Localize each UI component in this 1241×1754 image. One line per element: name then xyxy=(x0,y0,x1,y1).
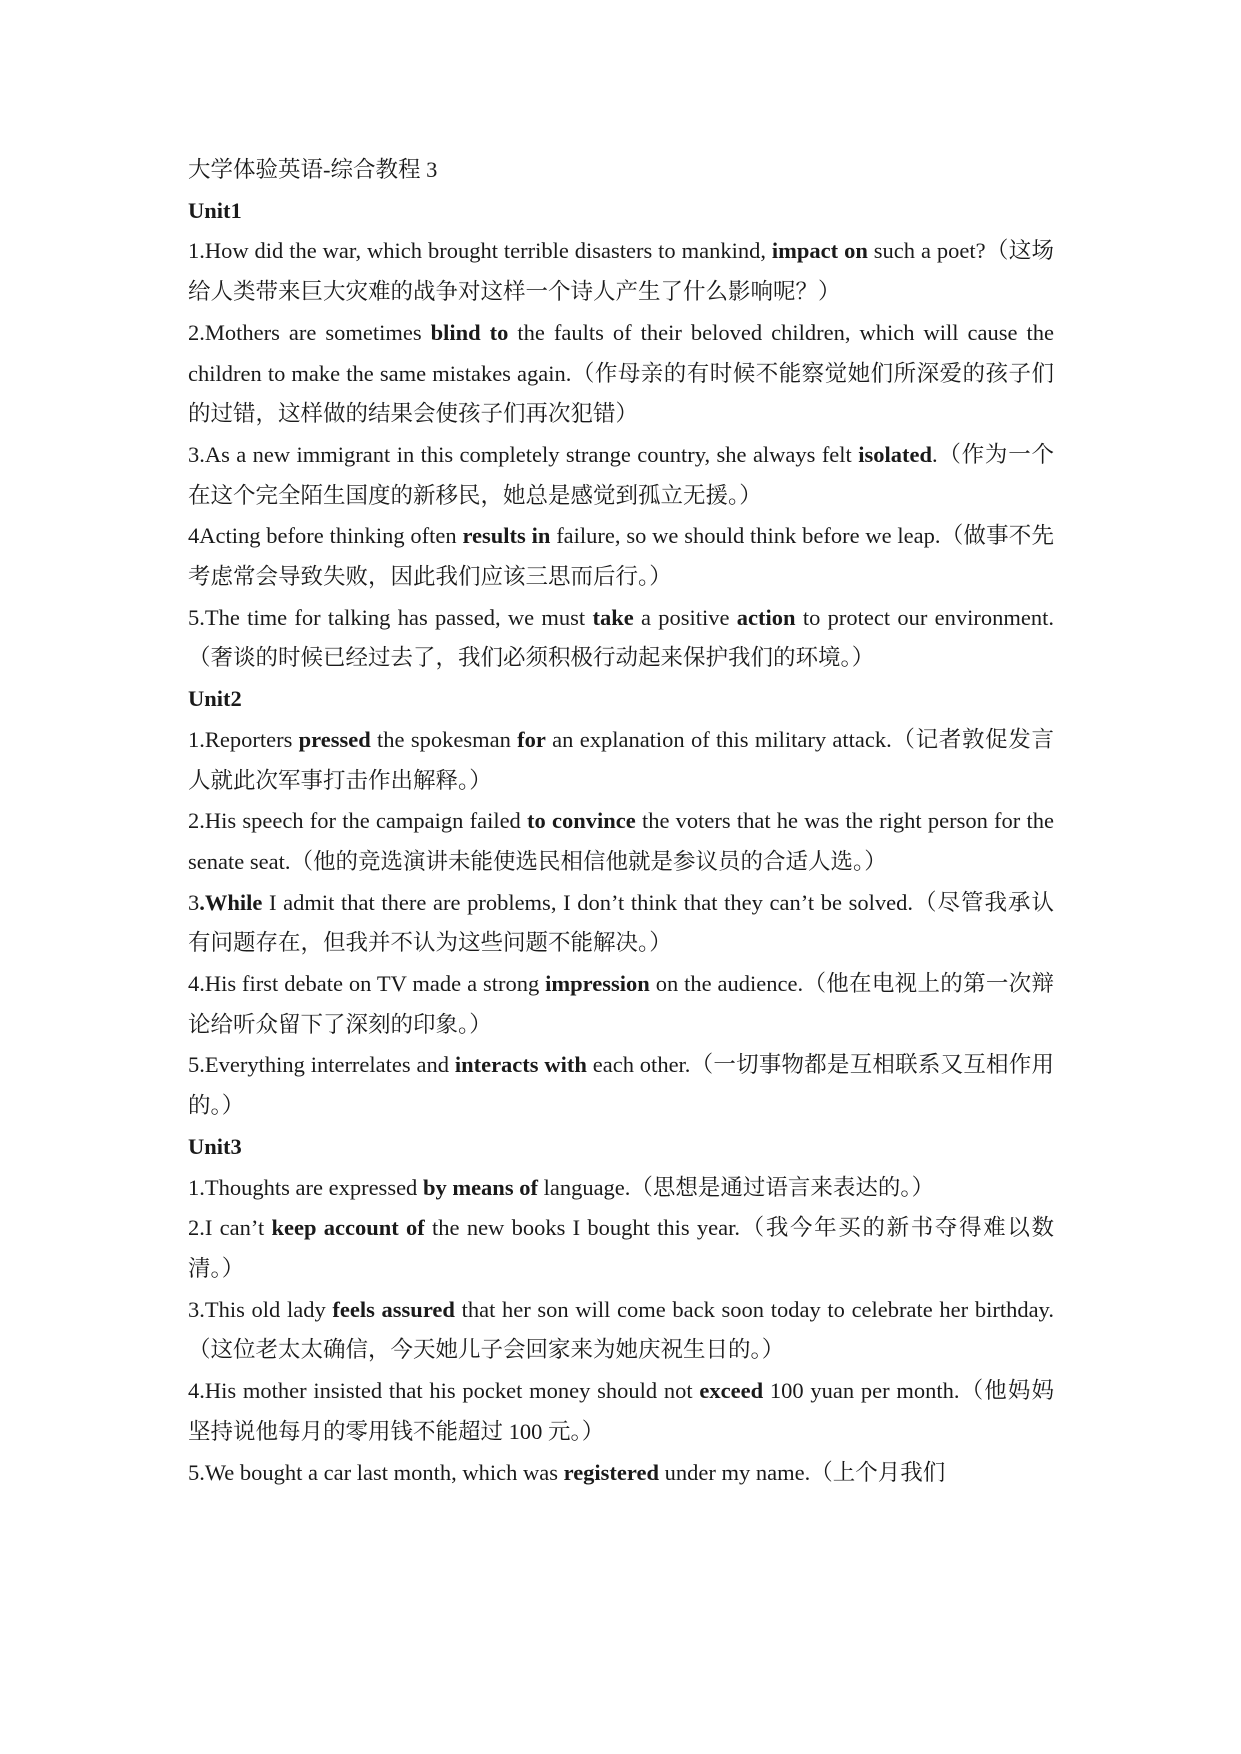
sentence-text: 5.We bought a car last month, which was xyxy=(188,1459,564,1485)
sentence-text: 2.Mothers are sometimes xyxy=(188,319,431,345)
sentence-text: under my name.（上个月我们 xyxy=(659,1459,946,1485)
document-page xyxy=(188,150,1054,1493)
unit-section xyxy=(188,1127,1054,1493)
key-phrase: interacts with xyxy=(454,1052,587,1078)
key-phrase: keep account of xyxy=(271,1215,425,1241)
sentence-item xyxy=(188,1453,1054,1494)
key-phrase: blind to xyxy=(430,319,509,345)
sentence-text: the voters that he was the right person for the senate seat.（他的竞选演讲未能使选民相信他就是参议员的合适人选。） xyxy=(188,808,1054,874)
sentence-item xyxy=(188,964,1054,1045)
sentence-text: 2.I can’t xyxy=(188,1215,272,1241)
sentence-text: the new books I bought this year.（我今年买的新书夺得难以数清。） xyxy=(188,1215,1054,1281)
sentence-text: that her son will come back soon today to celebrate her birthday.（这位老太太确信，今天她儿子会回家来为她庆祝生日的。） xyxy=(188,1296,1054,1363)
key-phrase: take xyxy=(592,604,634,630)
sentence-item xyxy=(188,598,1054,679)
document-title: 大学体验英语-综合教程 3 xyxy=(188,157,438,182)
sentence-item xyxy=(188,231,1054,312)
sentence-text: 4Acting before thinking often xyxy=(188,523,463,549)
sentence-text: 100 yuan per month.（他妈妈坚持说他每月的零用钱不能超过 100 元。） xyxy=(188,1378,1054,1444)
key-phrase: results in xyxy=(462,523,551,549)
key-phrase: exceed xyxy=(699,1378,764,1404)
sentence-item xyxy=(188,1371,1054,1452)
key-phrase: registered xyxy=(563,1459,659,1485)
sentence-item xyxy=(188,1290,1054,1371)
sentence-text: 4.His first debate on TV made a strong xyxy=(188,971,546,997)
sentence-text: 5.The time for talking has passed, we must xyxy=(188,604,593,630)
key-phrase: action xyxy=(736,604,796,630)
key-phrase: pressed xyxy=(298,726,371,752)
sentence-item xyxy=(188,883,1054,964)
key-phrase: to convince xyxy=(527,808,636,834)
sentence-text: the faults of their beloved children, which will cause the children to make the same mistakes again.（作母亲的有时候不能察觉她们所深爱的孩子们的过错，这样做的结果会使孩子们再次犯错） xyxy=(188,319,1054,427)
key-phrase: feels assured xyxy=(332,1296,455,1322)
sentence-text: 1.How did the war, which brought terrible disasters to mankind, xyxy=(188,238,772,264)
key-phrase: for xyxy=(517,726,546,752)
key-phrase: .While xyxy=(199,889,263,915)
sentence-text: I admit that there are problems, I don’t think that they can’t be solved.（尽管我承认有问题存在，但我并不认为这些问题不能解决。） xyxy=(188,889,1054,956)
unit-section xyxy=(188,679,1054,1127)
unit-section xyxy=(188,191,1054,679)
sentence-item xyxy=(188,1045,1054,1126)
unit-heading: Unit3 xyxy=(188,1133,242,1159)
sentence-text: such a poet?（这场给人类带来巨大灾难的战争对这样一个诗人产生了什么影响呢？） xyxy=(188,238,1054,305)
sentence-text: an explanation of this military attack.（记者敦促发言人就此次军事打击作出解释。） xyxy=(188,726,1054,793)
sentence-text: on the audience.（他在电视上的第一次辩论给听众留下了深刻的印象。） xyxy=(188,971,1054,1037)
sentence-item xyxy=(188,516,1054,597)
unit-heading: Unit2 xyxy=(188,686,242,712)
sentence-text: 1.Reporters xyxy=(188,726,299,752)
key-phrase: impact on xyxy=(771,238,868,264)
sentence-text: 3.This old lady xyxy=(188,1296,333,1322)
sentence-text: the spokesman xyxy=(370,726,518,752)
key-phrase: by means of xyxy=(422,1174,538,1200)
units-container xyxy=(188,191,1054,1494)
sentence-text: 4.His mother insisted that his pocket money should not xyxy=(188,1378,700,1404)
sentence-text: to protect our environment.（奢谈的时候已经过去了，我们必须积极行动起来保护我们的环境。） xyxy=(188,604,1054,671)
key-phrase: isolated xyxy=(858,441,932,467)
sentence-item xyxy=(188,313,1054,435)
sentence-item xyxy=(188,435,1054,516)
sentence-text: language.（思想是通过语言来表达的。） xyxy=(537,1174,935,1200)
sentence-text: failure, so we should think before we leap.（做事不先考虑常会导致失败，因此我们应该三思而后行。） xyxy=(188,523,1054,590)
unit-heading: Unit1 xyxy=(188,197,242,223)
sentence-text: 3 xyxy=(188,889,200,915)
sentence-item xyxy=(188,1168,1054,1209)
sentence-text: 3.As a new immigrant in this completely strange country, she always felt xyxy=(188,441,859,467)
sentence-text: 5.Everything interrelates and xyxy=(188,1052,455,1078)
sentence-text: .（作为一个在这个完全陌生国度的新移民，她总是感觉到孤立无援。） xyxy=(188,441,1054,508)
key-phrase: impression xyxy=(545,971,650,997)
sentence-text: a positive xyxy=(633,604,737,630)
sentence-item xyxy=(188,1208,1054,1289)
sentence-text: 1.Thoughts are expressed xyxy=(188,1174,423,1200)
sentence-text: each other.（一切事物都是互相联系又互相作用的。） xyxy=(188,1052,1054,1119)
sentence-item xyxy=(188,801,1054,882)
sentence-item xyxy=(188,720,1054,801)
sentence-text: 2.His speech for the campaign failed xyxy=(188,808,528,834)
